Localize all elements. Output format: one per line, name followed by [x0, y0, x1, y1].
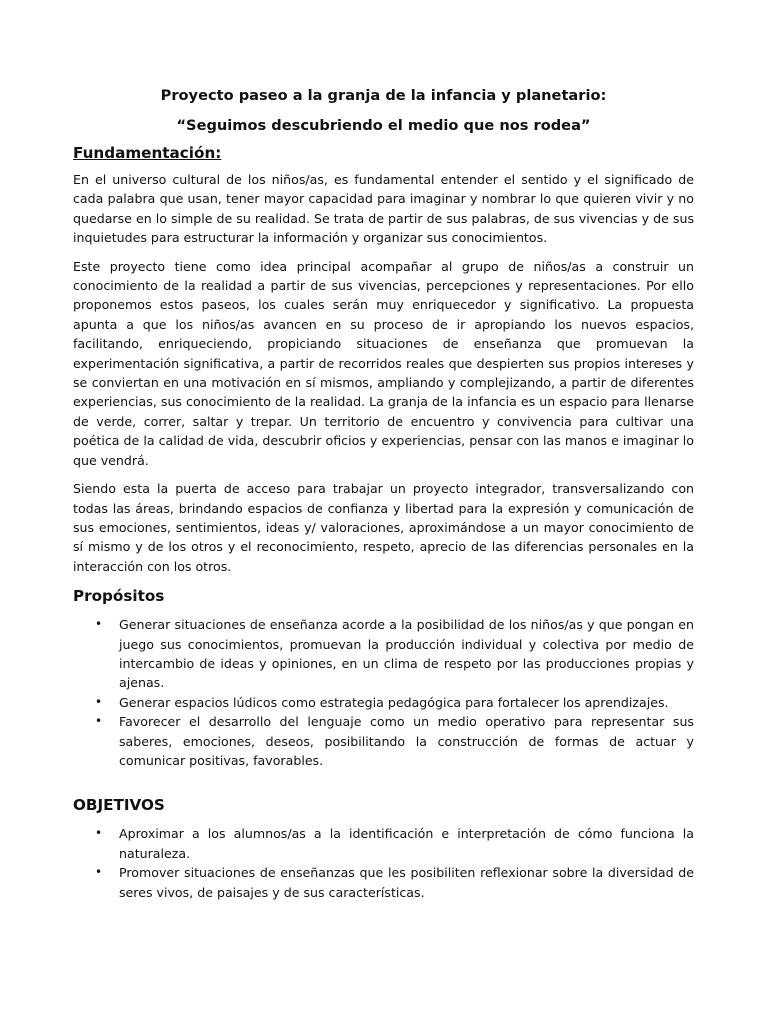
fundamentacion-paragraph: Siendo esta la puerta de acceso para trabajar un proyecto integrador, transversalizando con todas las áreas, brindando espacios de confianza y libertad para la expresión y comunicación de sus emociones, sentimientos, ideas y/ valoraciones, aproximándose a un mayor conocimiento de sí mismo y de los otros y el reconocimiento, respeto, aprecio de las diferencias personales en la interacción con los otros. — [73, 481, 694, 574]
list-item — [73, 615, 694, 693]
bullet-icon: • — [95, 865, 103, 880]
list-item-text: Favorecer el desarrollo del lenguaje como un medio operativo para representar sus saberes, emociones, deseos, posibilitando la construcción de formas de actuar y comunicar positivas, favorables. — [119, 714, 694, 768]
document-subtitle: “Seguimos descubriendo el medio que nos rodea” — [176, 117, 591, 134]
section-heading-objetivos: OBJETIVOS — [73, 796, 165, 815]
document-page — [73, 86, 694, 902]
objetivos-list — [73, 824, 694, 902]
bullet-icon: • — [95, 694, 103, 709]
fundamentacion-paragraph: Este proyecto tiene como idea principal acompañar al grupo de niños/as a construir un conocimiento de la realidad a partir de sus vivencias, percepciones y representaciones. Por ello proponemos estos paseos, los cuales serán muy enriquecedor y significativo. La propuesta apunta a que los niños/as avancen en su proceso de ir apropiando los nuevos espacios, facilitando, enriqueciendo, propiciando situaciones de enseñanza que promuevan la experimentación significativa, a partir de recorridos reales que despierten sus propios intereses y se conviertan en una motivación en sí mismos, ampliando y complejizando, a partir de diferentes experiencias, sus conocimiento de la realidad. La granja de la infancia es un espacio para llenarse de verde, correr, saltar y trepar. Un territorio de encuentro y convivencia para cultivar una poética de la calidad de vida, descubrir oficios y experiencias, pensar con las manos e imaginar lo que vendrá. — [73, 258, 694, 468]
bullet-icon: • — [95, 826, 103, 841]
section-heading-fundamentacion: Fundamentación: — [73, 144, 222, 162]
bullet-icon: • — [95, 714, 103, 729]
list-item-text: Aproximar a los alumnos/as a la identificación e interpretación de cómo funciona la naturaleza. — [119, 826, 694, 861]
bullet-icon: • — [95, 617, 103, 632]
list-item — [73, 712, 694, 770]
propositos-list — [73, 615, 694, 770]
document-title: Proyecto paseo a la granja de la infancia y planetario: — [160, 87, 607, 104]
list-item-text: Promover situaciones de enseñanzas que les posibiliten reflexionar sobre la diversidad de seres vivos, de paisajes y de sus características. — [119, 865, 694, 900]
list-item — [73, 863, 694, 902]
list-item-text: Generar situaciones de enseñanza acorde a la posibilidad de los niños/as y que pongan en juego sus conocimientos, promuevan la producción individual y colectiva por medio de intercambio de ideas y opiniones, en un clima de respeto por las producciones propias y ajenas. — [119, 617, 694, 691]
list-item-text: Generar espacios lúdicos como estrategia pedagógica para fortalecer los aprendizajes. — [119, 694, 669, 710]
fundamentacion-paragraph: En el universo cultural de los niños/as, es fundamental entender el sentido y el significado de cada palabra que usan, tener mayor capacidad para imaginar y nombrar lo que quieren vivir y no quedarse en lo simple de su realidad. Se trata de partir de sus palabras, de sus vivencias y de sus inquietudes para estructurar la información y organizar sus conocimientos. — [73, 172, 694, 246]
list-item — [73, 693, 694, 712]
section-heading-propositos: Propósitos — [73, 587, 165, 606]
list-item — [73, 824, 694, 863]
